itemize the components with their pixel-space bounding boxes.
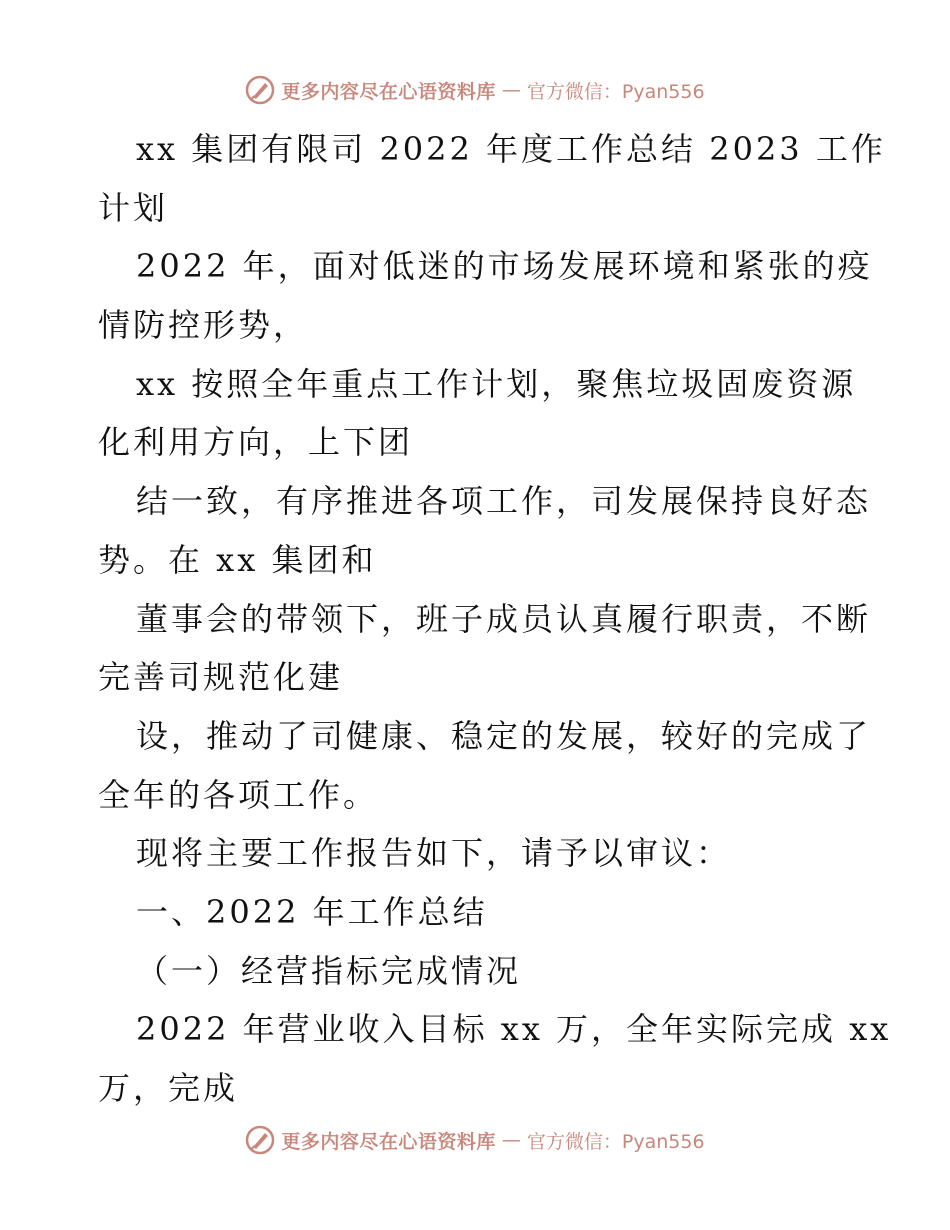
paragraph-line: xx 按照全年重点工作计划，聚焦垃圾固废资源 bbox=[136, 364, 857, 403]
quill-pen-logo-icon bbox=[245, 75, 275, 105]
subsection-heading: （一）经营指标完成情况 bbox=[136, 951, 522, 990]
watermark-separator: — bbox=[501, 79, 521, 101]
watermark-banner-top bbox=[0, 70, 950, 110]
watermark-contact: 官方微信：Pyan556 bbox=[526, 1130, 705, 1153]
watermark-text: 更多内容尽在心语资料库 bbox=[281, 1130, 496, 1153]
watermark-contact: 官方微信：Pyan556 bbox=[526, 80, 705, 103]
document-body bbox=[98, 120, 892, 1118]
paragraph-line: 万，完成 bbox=[98, 1069, 239, 1107]
paragraph-line: 结一致，有序推进各项工作，司发展保持良好态 bbox=[136, 482, 872, 521]
paragraph-line: 化利用方向，上下团 bbox=[98, 423, 414, 462]
watermark-separator: — bbox=[501, 1129, 521, 1151]
title-line-1: xx 集团有限司 2022 年度工作总结 2023 工作 bbox=[136, 130, 886, 168]
watermark-banner-bottom bbox=[0, 1120, 950, 1160]
title-line-2: 计划 bbox=[98, 188, 169, 227]
paragraph-line: 2022 年营业收入目标 xx 万，全年实际完成 xx bbox=[136, 1010, 892, 1049]
quill-pen-logo-icon bbox=[245, 1125, 275, 1155]
paragraph-line: 设，推动了司健康、稳定的发展，较好的完成了 bbox=[136, 716, 872, 755]
paragraph-line: 2022 年，面对低迷的市场发展环境和紧张的疫 bbox=[136, 247, 873, 286]
paragraph-line: 势。在 xx 集团和 bbox=[98, 540, 377, 579]
paragraph-line: 完善司规范化建 bbox=[98, 658, 344, 697]
paragraph-line: 全年的各项工作。 bbox=[98, 775, 379, 814]
watermark-text: 更多内容尽在心语资料库 bbox=[281, 80, 496, 103]
paragraph-line: 情防控形势， bbox=[98, 306, 309, 345]
paragraph-line: 董事会的带领下，班子成员认真履行职责，不断 bbox=[136, 599, 872, 638]
paragraph-line: 现将主要工作报告如下，请予以审议： bbox=[136, 834, 732, 873]
section-heading: 一、2022 年工作总结 bbox=[136, 892, 488, 931]
